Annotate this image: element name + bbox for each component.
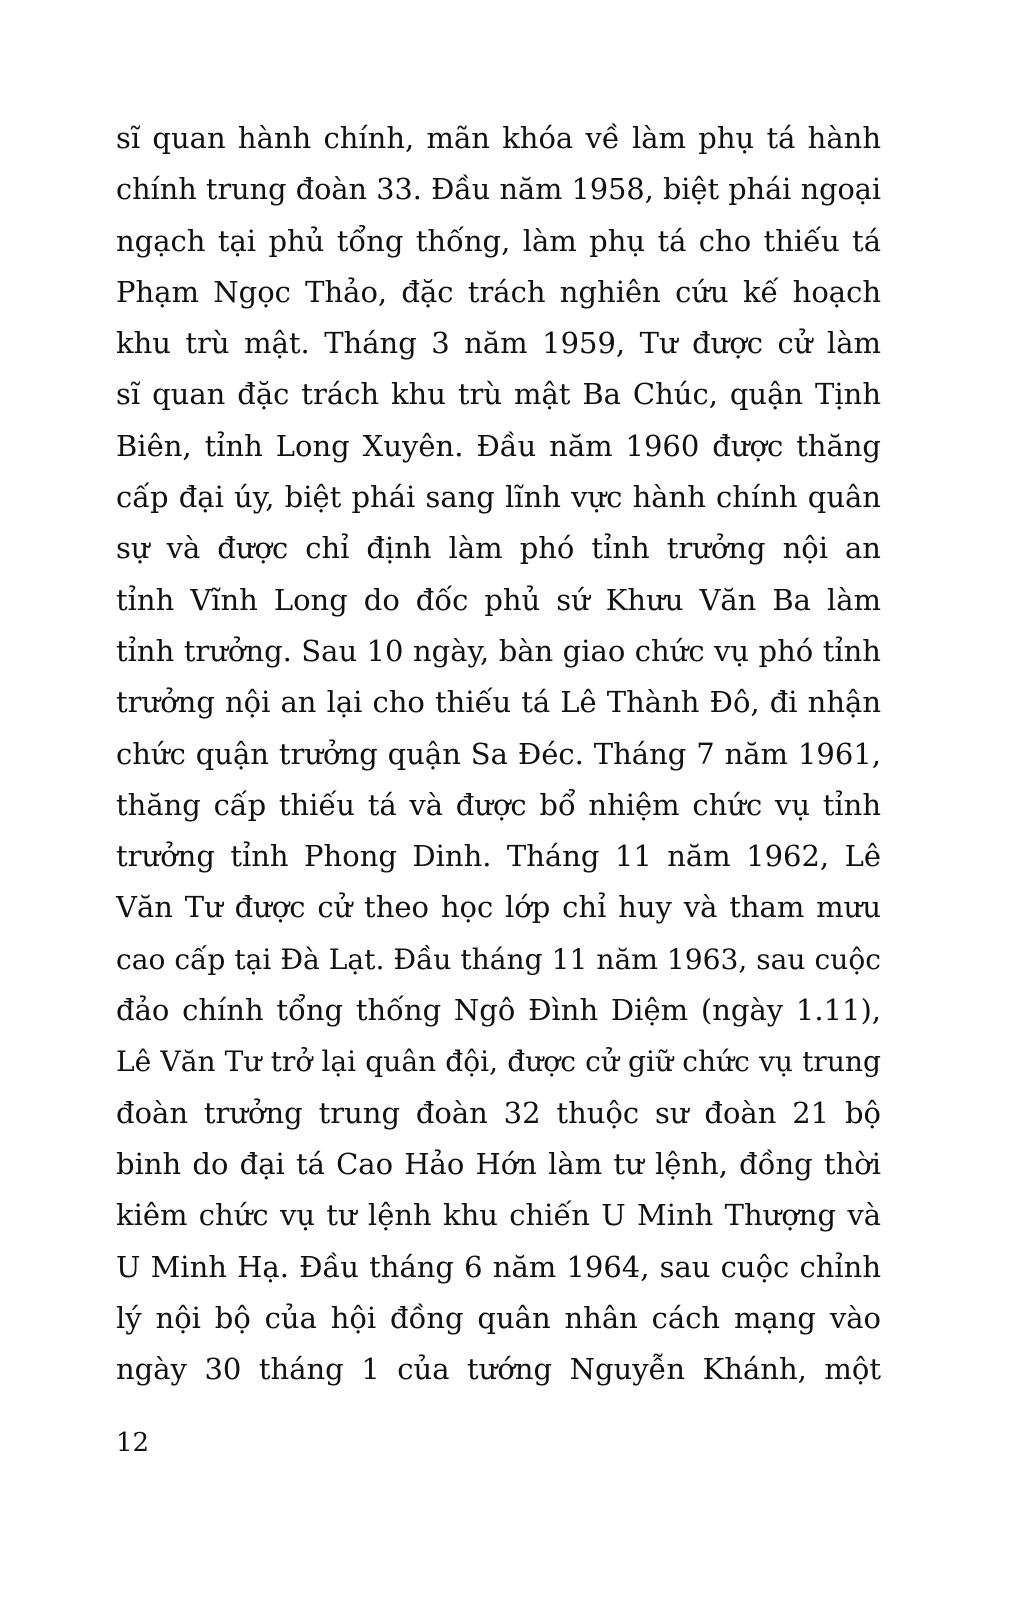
text-line: U Minh Hạ. Đầu tháng 6 năm 1964, sau cuộc chỉnh	[116, 1249, 881, 1284]
text-line: cấp đại úy, biệt phái sang lĩnh vực hành chính quân	[116, 480, 881, 515]
text-line: sĩ quan hành chính, mãn khóa về làm phụ tá hành	[116, 121, 881, 155]
text-line: kiêm chức vụ tư lệnh khu chiến U Minh Thượng và	[116, 1198, 881, 1233]
text-line: thăng cấp thiếu tá và được bổ nhiệm chức vụ tỉnh	[116, 787, 881, 822]
text-line: ngạch tại phủ tổng thống, làm phụ tá cho thiếu tá	[116, 223, 881, 258]
text-line: trưởng tỉnh Phong Dinh. Tháng 11 năm 1962, Lê	[116, 839, 881, 874]
text-line: sự và được chỉ định làm phó tỉnh trưởng nội an	[116, 531, 881, 566]
text-line: Phạm Ngọc Thảo, đặc trách nghiên cứu kế hoạch	[116, 274, 881, 309]
text-line: chức quận trưởng quận Sa Đéc. Tháng 7 năm 1961,	[116, 736, 881, 771]
text-line: sĩ quan đặc trách khu trù mật Ba Chúc, quận Tịnh	[116, 377, 881, 412]
text-line: binh do đại tá Cao Hảo Hớn làm tư lệnh, đồng thời	[116, 1146, 881, 1181]
text-line: đảo chính tổng thống Ngô Đình Diệm (ngày 1.11),	[116, 993, 881, 1028]
text-line: Văn Tư được cử theo học lớp chỉ huy và tham mưu	[116, 890, 881, 925]
text-line: ngày 30 tháng 1 của tướng Nguyễn Khánh, một	[116, 1352, 881, 1387]
text-line: trưởng nội an lại cho thiếu tá Lê Thành Đô, đi nhận	[116, 685, 881, 720]
text-line: tỉnh Vĩnh Long do đốc phủ sứ Khưu Văn Ba làm	[116, 582, 881, 617]
text-line: Lê Văn Tư trở lại quân đội, được cử giữ chức vụ trung	[116, 1045, 881, 1079]
text-line: đoàn trưởng trung đoàn 32 thuộc sư đoàn 21 bộ	[116, 1095, 881, 1130]
text-line: tỉnh trưởng. Sau 10 ngày, bàn giao chức vụ phó tỉnh	[116, 633, 881, 668]
body-text	[116, 113, 881, 1395]
text-line: khu trù mật. Tháng 3 năm 1959, Tư được cử làm	[116, 326, 881, 361]
text-line: cao cấp tại Đà Lạt. Đầu tháng 11 năm 1963, sau cuộc	[116, 942, 881, 976]
text-line: Biên, tỉnh Long Xuyên. Đầu năm 1960 được thăng	[116, 428, 881, 463]
page-number: 12	[116, 1428, 150, 1458]
text-line: lý nội bộ của hội đồng quân nhân cách mạng vào	[116, 1300, 881, 1335]
text-line: chính trung đoàn 33. Đầu năm 1958, biệt phái ngoại	[116, 172, 881, 207]
